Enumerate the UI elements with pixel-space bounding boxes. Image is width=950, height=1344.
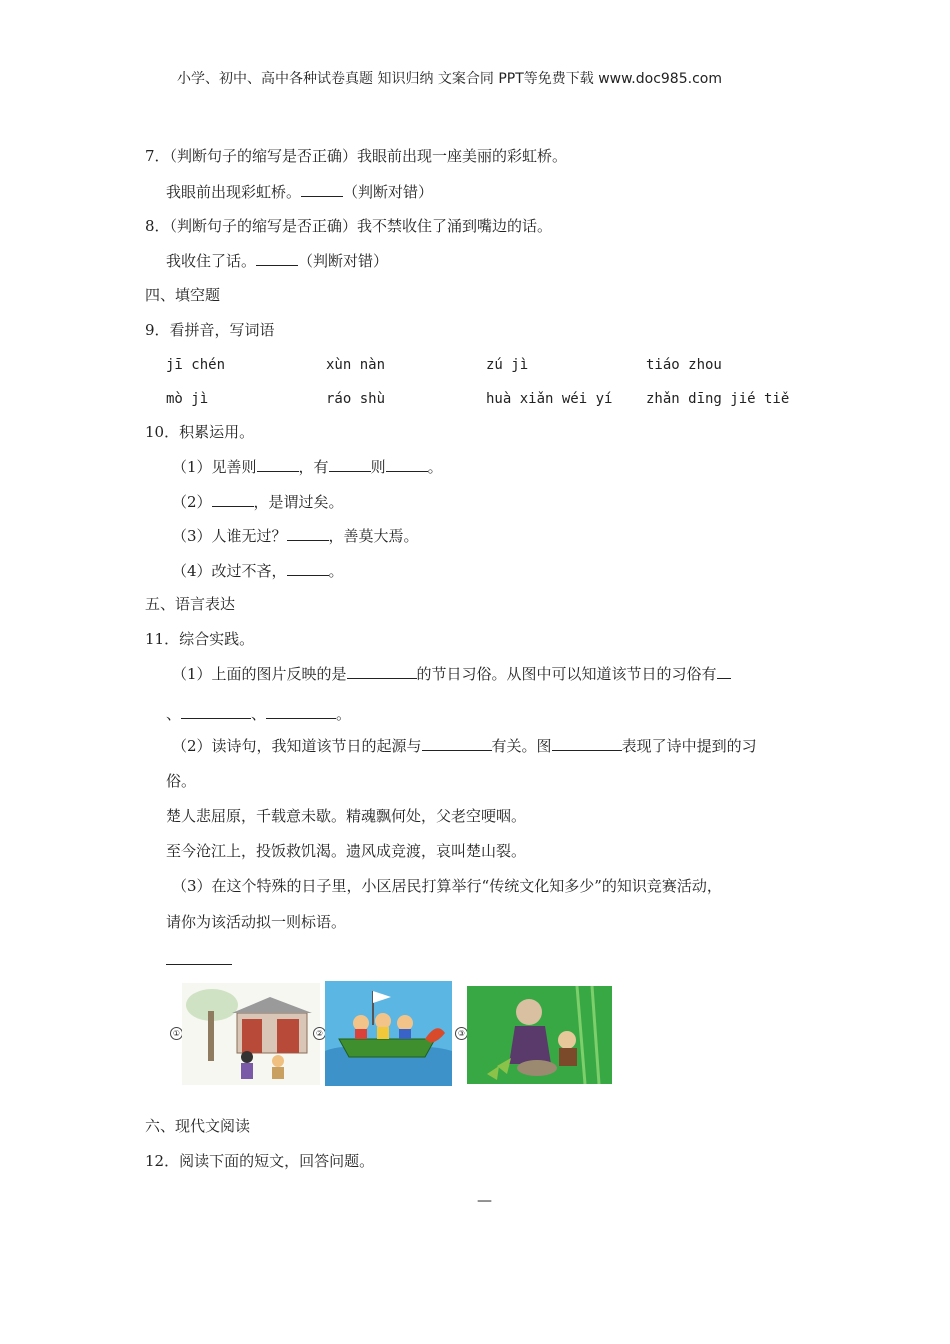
picture-label-2: ② — [313, 1027, 326, 1040]
pinyin-item: huà xiǎn wéi yí — [486, 391, 613, 407]
text: 表现了诗中提到的习 — [621, 737, 757, 755]
page-header: 小学、初中、高中各种试卷真题 知识归纳 文案合同 PPT等免费下载 www.doc985.com — [177, 71, 722, 87]
pinyin-item: zú jì — [486, 357, 529, 373]
question-10-title: 10．积累运用。 — [145, 423, 255, 441]
text: （4）改过不吝， — [172, 562, 287, 580]
pinyin-item: jī chén — [166, 357, 226, 373]
text: （2） — [172, 493, 212, 511]
text: 、 — [251, 705, 267, 723]
slogan-answer-blank[interactable] — [166, 946, 232, 965]
question-11-part-1-cont — [166, 703, 351, 724]
judge-hint: （判断对错） — [343, 183, 434, 201]
question-8-prompt: 8．（判断句子的缩写是否正确）我不禁收住了涌到嘴边的话。 — [145, 217, 553, 235]
question-11-part-2-cont: 俗。 — [166, 772, 197, 790]
zongzi-making-illustration — [467, 986, 612, 1084]
answer-blank[interactable] — [329, 456, 371, 472]
festival-picture-3 — [467, 986, 612, 1084]
festival-picture-1 — [182, 983, 320, 1085]
text: （3）人谁无过？ — [172, 527, 287, 545]
village-scene-illustration — [182, 983, 320, 1085]
dragon-boat-illustration — [325, 981, 452, 1086]
text: 。 — [328, 562, 344, 580]
text: 的节日习俗。从图中可以知道该节日的习俗有 — [416, 665, 717, 683]
question-11-part-1 — [172, 663, 731, 684]
question-7-statement: 我眼前出现彩虹桥。 — [166, 183, 302, 201]
pinyin-item: tiáo zhou — [646, 357, 722, 373]
pinyin-item: xùn nàn — [326, 357, 386, 373]
answer-blank[interactable] — [212, 491, 254, 507]
text: 。 — [427, 458, 443, 476]
answer-blank[interactable] — [256, 250, 298, 266]
page-footer-mark: — — [477, 1191, 492, 1209]
question-9-title: 9．看拼音，写词语 — [145, 321, 275, 339]
answer-blank[interactable] — [422, 735, 492, 751]
answer-blank[interactable] — [181, 703, 251, 719]
question-10-item-4 — [172, 560, 344, 581]
question-7-prompt: 7．（判断句子的缩写是否正确）我眼前出现一座美丽的彩虹桥。 — [145, 147, 568, 165]
question-11-part-2 — [172, 735, 757, 756]
question-11-part-3-cont: 请你为该活动拟一则标语。 — [166, 913, 347, 931]
text: 则 — [370, 458, 386, 476]
poem-line-1: 楚人悲屈原，千载意未歇。精魂飘何处，父老空哽咽。 — [166, 807, 527, 825]
poem-line-2: 至今沧江上，投饭救饥渴。遗风成竞渡，哀叫楚山裂。 — [166, 842, 527, 860]
pinyin-item: mò jì — [166, 391, 209, 407]
picture-label-3: ③ — [455, 1027, 468, 1040]
text: 、 — [166, 705, 182, 723]
answer-blank[interactable] — [266, 703, 336, 719]
section-6-heading: 六、现代文阅读 — [145, 1117, 251, 1135]
pinyin-item: zhǎn dīng jié tiě — [646, 391, 790, 407]
section-5-heading: 五、语言表达 — [145, 595, 236, 613]
text: ，是谓过矣。 — [253, 493, 344, 511]
text: 有关。图 — [491, 737, 552, 755]
text: （1）见善则 — [172, 458, 257, 476]
picture-label-1: ① — [170, 1027, 183, 1040]
text: 。 — [336, 705, 352, 723]
text: ，善莫大焉。 — [328, 527, 419, 545]
question-11-title: 11．综合实践。 — [145, 630, 255, 648]
answer-blank[interactable] — [717, 663, 731, 679]
answer-blank[interactable] — [347, 663, 417, 679]
question-11-part-3: （3）在这个特殊的日子里，小区居民打算举行“传统文化知多少”的知识竞赛活动， — [172, 877, 722, 895]
answer-blank[interactable] — [552, 735, 622, 751]
question-10-item-2 — [172, 491, 344, 512]
question-12-title: 12．阅读下面的短文，回答问题。 — [145, 1152, 375, 1170]
judge-hint: （判断对错） — [298, 252, 389, 270]
text: （1）上面的图片反映的是 — [172, 665, 347, 683]
answer-blank[interactable] — [287, 560, 329, 576]
question-10-item-1 — [172, 456, 443, 477]
answer-blank[interactable] — [386, 456, 428, 472]
question-7-answer-line — [166, 181, 433, 202]
festival-picture-2 — [325, 981, 452, 1086]
question-10-item-3 — [172, 525, 419, 546]
question-8-answer-line — [166, 250, 388, 271]
answer-blank[interactable] — [301, 181, 343, 197]
text: （2）读诗句，我知道该节日的起源与 — [172, 737, 422, 755]
question-8-statement: 我收住了话。 — [166, 252, 257, 270]
text: ，有 — [298, 458, 329, 476]
section-4-heading: 四、填空题 — [145, 286, 221, 304]
pinyin-item: ráo shù — [326, 391, 386, 407]
answer-blank[interactable] — [287, 525, 329, 541]
answer-blank[interactable] — [257, 456, 299, 472]
